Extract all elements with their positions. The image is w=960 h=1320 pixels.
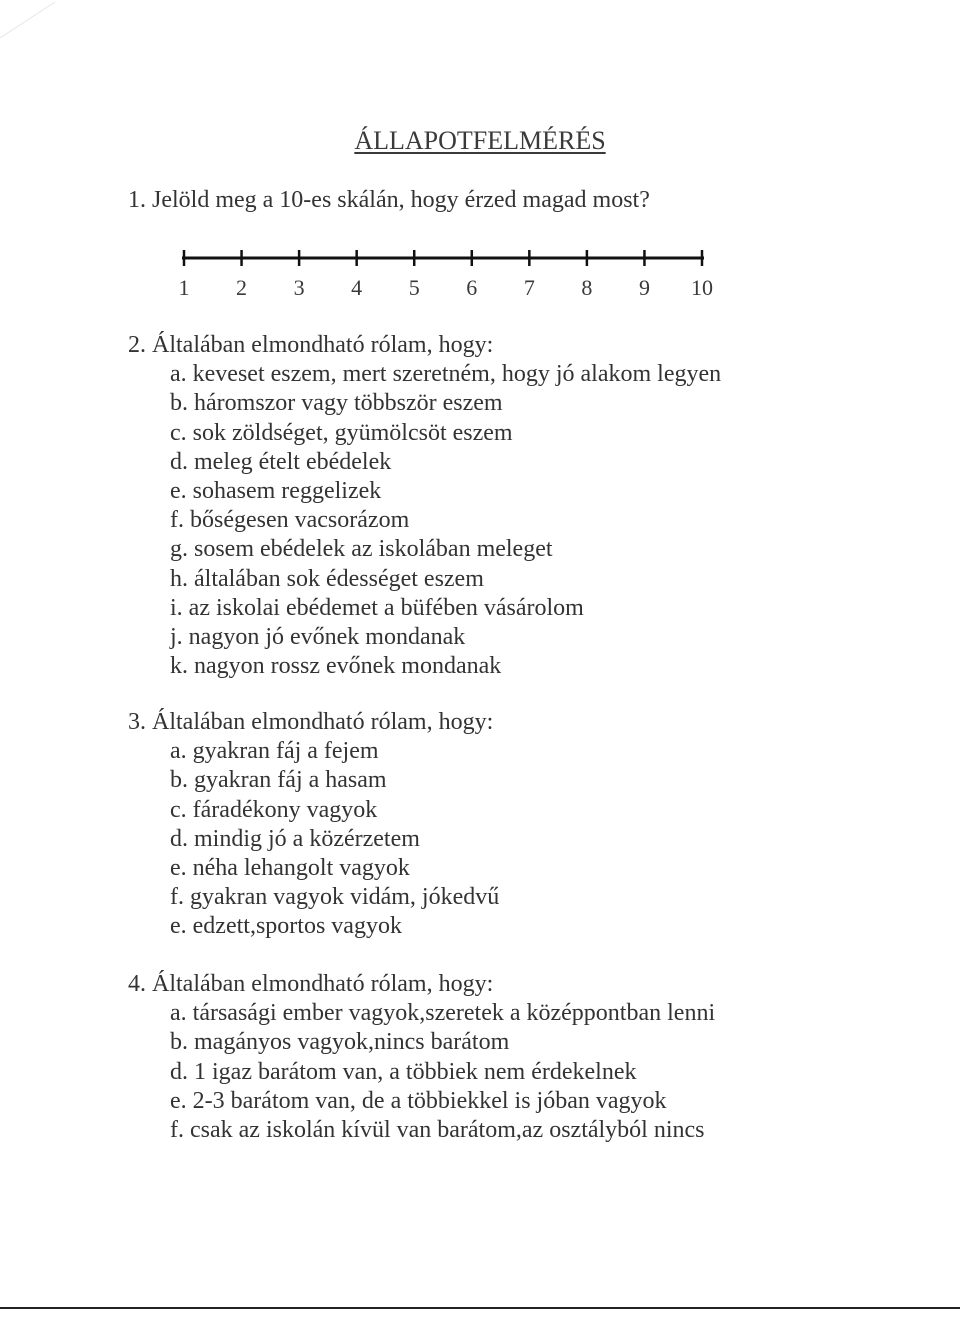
option-2k: k. nagyon rossz evőnek mondanak xyxy=(170,653,502,680)
question-3-text: 3. Általában elmondható rólam, hogy: xyxy=(128,709,494,735)
option-4b: b. magányos vagyok,nincs barátom xyxy=(170,1029,510,1056)
option-2g: g. sosem ebédelek az iskolában meleget xyxy=(170,536,553,563)
option-2a: a. keveset eszem, mert szeretném, hogy jó alakom legyen xyxy=(170,361,722,388)
option-4f: f. csak az iskolán kívül van barátom,az osztályból nincs xyxy=(170,1117,705,1144)
option-4d: d. 1 igaz barátom van, a többiek nem érdekelnek xyxy=(170,1058,637,1085)
question-3-options xyxy=(128,737,499,941)
scale-label: 4 xyxy=(351,275,363,300)
option-3d: d. mindig jó a közérzetem xyxy=(170,825,420,852)
option-2j: j. nagyon jó evőnek mondanak xyxy=(170,624,466,651)
question-2-options xyxy=(128,360,721,681)
option-2f: f. bőségesen vacsorázom xyxy=(170,507,410,534)
scale-label: 6 xyxy=(466,275,478,300)
option-3a: a. gyakran fáj a fejem xyxy=(170,738,379,765)
option-3b: b. gyakran fáj a hasam xyxy=(170,767,387,794)
option-2b: b. háromszor vagy többször eszem xyxy=(170,390,503,417)
question-4-text: 4. Általában elmondható rólam, hogy: xyxy=(128,971,494,997)
option-2h: h. általában sok édességet eszem xyxy=(170,565,484,592)
option-2e: e. sohasem reggelizek xyxy=(170,478,382,505)
scan-bottom-edge xyxy=(0,1307,960,1309)
question-2-text: 2. Általában elmondható rólam, hogy: xyxy=(128,332,494,358)
scale-label: 8 xyxy=(581,275,593,300)
scale-line xyxy=(170,246,730,276)
question-1: 1. Jelöld meg a 10-es skálán, hogy érzed magad most? xyxy=(128,187,650,213)
option-2d: d. meleg ételt ebédelek xyxy=(170,448,392,475)
question-4 xyxy=(128,970,715,1145)
option-2c: c. sok zöldséget, gyümölcsöt eszem xyxy=(170,419,513,446)
scan-corner-mark xyxy=(0,0,60,50)
option-3f: f. gyakran vagyok vidám, jókedvű xyxy=(170,884,500,911)
document-title: ÁLLAPOTFELMÉRÉS xyxy=(354,126,606,155)
option-4e: e. 2-3 barátom van, de a többiekkel is jóban vagyok xyxy=(170,1087,667,1114)
rating-scale xyxy=(170,246,730,306)
scale-label: 7 xyxy=(523,275,535,300)
scale-label: 1 xyxy=(178,275,190,300)
scale-label: 2 xyxy=(236,275,248,300)
option-3c: c. fáradékony vagyok xyxy=(170,796,378,823)
scale-label: 9 xyxy=(638,275,650,300)
option-3e: e. néha lehangolt vagyok xyxy=(170,855,410,882)
option-2i: i. az iskolai ebédemet a büfében vásárolom xyxy=(170,594,584,621)
scale-label: 3 xyxy=(293,275,305,300)
scale-label: 10 xyxy=(691,275,713,300)
question-2 xyxy=(128,331,721,681)
scale-label: 5 xyxy=(408,275,420,300)
option-3g: e. edzett,sportos vagyok xyxy=(170,913,402,940)
question-4-options xyxy=(128,999,715,1145)
option-4a: a. társasági ember vagyok,szeretek a középpontban lenni xyxy=(170,1000,716,1027)
question-3 xyxy=(128,708,499,942)
